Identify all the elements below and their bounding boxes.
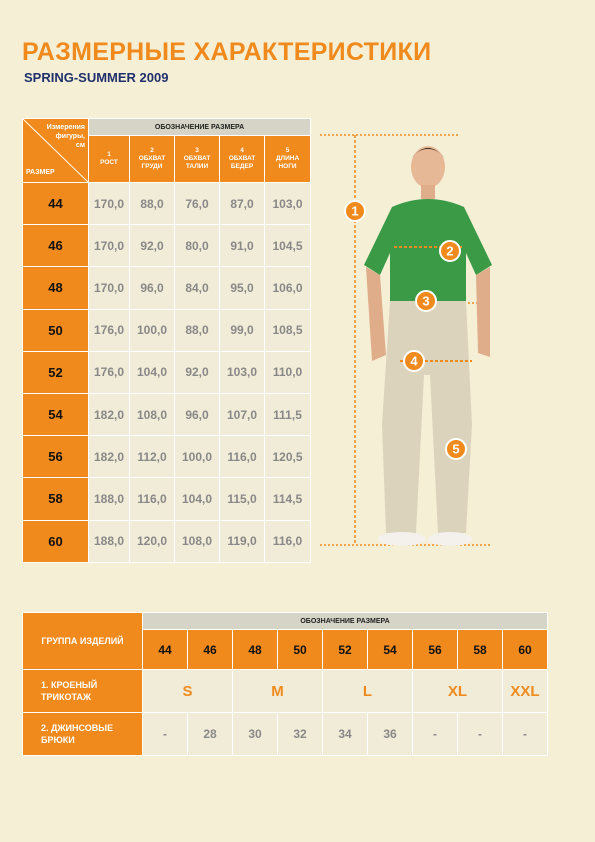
measurement-cell: 87,0 xyxy=(220,183,265,225)
measurement-cell: 95,0 xyxy=(220,267,265,309)
measurement-cell: 115,0 xyxy=(220,478,265,520)
measurement-cell: 103,0 xyxy=(265,183,311,225)
size-designation-header: ОБОЗНАЧЕНИЕ РАЗМЕРА xyxy=(89,119,311,136)
table-row xyxy=(23,225,311,267)
size-cell: 54 xyxy=(23,393,89,435)
table-row xyxy=(23,478,311,520)
column-header-height: 1 РОСТ xyxy=(89,136,130,183)
size-header-cell: 60 xyxy=(503,630,548,670)
table-row xyxy=(23,393,311,435)
size-header-cell: 48 xyxy=(233,630,278,670)
table-row xyxy=(23,436,311,478)
measurement-cell: 96,0 xyxy=(175,393,220,435)
marker-5 xyxy=(446,439,466,459)
letter-size-cell: L xyxy=(323,670,413,713)
measurement-cell: 114,5 xyxy=(265,478,311,520)
jeans-row xyxy=(23,713,548,756)
measurement-cell: 182,0 xyxy=(89,393,130,435)
measurements-table xyxy=(22,118,311,563)
measurement-cell: 108,5 xyxy=(265,309,311,351)
size-cell: 48 xyxy=(23,267,89,309)
measurement-cell: 96,0 xyxy=(130,267,175,309)
table-row xyxy=(23,520,311,562)
svg-text:4: 4 xyxy=(410,353,418,369)
size-header-cell: 58 xyxy=(458,630,503,670)
measurement-cell: 111,5 xyxy=(265,393,311,435)
marker-1 xyxy=(345,201,365,221)
jeans-size-cell: - xyxy=(413,713,458,756)
measurement-cell: 104,5 xyxy=(265,225,311,267)
measurement-cell: 84,0 xyxy=(175,267,220,309)
jeans-size-cell: 28 xyxy=(188,713,233,756)
measurement-cell: 88,0 xyxy=(175,309,220,351)
measurement-cell: 120,5 xyxy=(265,436,311,478)
measurement-cell: 88,0 xyxy=(130,183,175,225)
letter-size-cell: XL xyxy=(413,670,503,713)
jeans-size-cell: 36 xyxy=(368,713,413,756)
svg-text:2: 2 xyxy=(446,243,454,259)
size-header-cell: 56 xyxy=(413,630,458,670)
jeans-size-cell: 30 xyxy=(233,713,278,756)
measurement-cell: 188,0 xyxy=(89,478,130,520)
measurement-cell: 120,0 xyxy=(130,520,175,562)
size-cell: 50 xyxy=(23,309,89,351)
measurement-cell: 100,0 xyxy=(175,436,220,478)
measurement-cell: 188,0 xyxy=(89,520,130,562)
measurement-cell: 108,0 xyxy=(175,520,220,562)
measurement-cell: 182,0 xyxy=(89,436,130,478)
product-group-label: ГРУППА ИЗДЕЛИЙ xyxy=(23,613,143,670)
size-cell: 52 xyxy=(23,351,89,393)
measurement-cell: 92,0 xyxy=(130,225,175,267)
corner-top-label: Измерения фигуры, см xyxy=(46,124,85,149)
measurement-cell: 176,0 xyxy=(89,309,130,351)
size-designation-header-2: ОБОЗНАЧЕНИЕ РАЗМЕРА xyxy=(143,613,548,630)
marker-4 xyxy=(404,351,424,371)
measurement-cell: 99,0 xyxy=(220,309,265,351)
measurement-cell: 103,0 xyxy=(220,351,265,393)
size-header-cell: 44 xyxy=(143,630,188,670)
measurement-cell: 104,0 xyxy=(130,351,175,393)
jeans-size-cell: 34 xyxy=(323,713,368,756)
jeans-size-cell: - xyxy=(143,713,188,756)
letter-size-cell: M xyxy=(233,670,323,713)
column-header-chest: 2 ОБХВАТ ГРУДИ xyxy=(130,136,175,183)
size-header-cell: 52 xyxy=(323,630,368,670)
measurement-cell: 170,0 xyxy=(89,183,130,225)
measurement-cell: 76,0 xyxy=(175,183,220,225)
measurement-cell: 106,0 xyxy=(265,267,311,309)
letter-size-cell: S xyxy=(143,670,233,713)
knitwear-label: 1. КРОЕНЫЙ ТРИКОТАЖ xyxy=(23,670,143,713)
jeans-size-cell: - xyxy=(503,713,548,756)
table-row xyxy=(23,351,311,393)
knitwear-row xyxy=(23,670,548,713)
measurement-cell: 112,0 xyxy=(130,436,175,478)
measurement-cell: 116,0 xyxy=(220,436,265,478)
measurement-cell: 100,0 xyxy=(130,309,175,351)
table-row xyxy=(23,309,311,351)
size-header-cell: 50 xyxy=(278,630,323,670)
size-cell: 58 xyxy=(23,478,89,520)
size-group-table xyxy=(22,612,548,756)
column-header-waist: 3 ОБХВАТ ТАЛИИ xyxy=(175,136,220,183)
size-header-cell: 46 xyxy=(188,630,233,670)
svg-text:3: 3 xyxy=(422,293,430,309)
measurement-cell: 92,0 xyxy=(175,351,220,393)
table-row xyxy=(23,267,311,309)
measurement-cell: 170,0 xyxy=(89,267,130,309)
letter-size-cell: XXL xyxy=(503,670,548,713)
column-header-hips: 4 ОБХВАТ БЕДЕР xyxy=(220,136,265,183)
model-figure xyxy=(320,125,582,555)
column-header-leg: 5 ДЛИНА НОГИ xyxy=(265,136,311,183)
measurements-body xyxy=(23,183,311,563)
measurement-cell: 116,0 xyxy=(130,478,175,520)
svg-text:5: 5 xyxy=(452,441,460,457)
measurement-cell: 176,0 xyxy=(89,351,130,393)
marker-2 xyxy=(440,241,460,261)
measurement-cell: 119,0 xyxy=(220,520,265,562)
table-corner-cell xyxy=(23,119,89,183)
measurement-cell: 91,0 xyxy=(220,225,265,267)
page-subtitle: SPRING-SUMMER 2009 xyxy=(24,70,169,85)
size-cell: 46 xyxy=(23,225,89,267)
svg-text:1: 1 xyxy=(351,203,359,219)
size-cell: 56 xyxy=(23,436,89,478)
jeans-size-cell: 32 xyxy=(278,713,323,756)
model-silhouette xyxy=(364,146,492,546)
size-cell: 60 xyxy=(23,520,89,562)
measurement-cell: 110,0 xyxy=(265,351,311,393)
page-title: РАЗМЕРНЫЕ ХАРАКТЕРИСТИКИ xyxy=(22,38,432,66)
marker-3 xyxy=(416,291,436,311)
size-header-cell: 54 xyxy=(368,630,413,670)
measurement-cell: 80,0 xyxy=(175,225,220,267)
measurement-cell: 170,0 xyxy=(89,225,130,267)
measurement-cell: 104,0 xyxy=(175,478,220,520)
measurement-cell: 107,0 xyxy=(220,393,265,435)
jeans-label: 2. ДЖИНСОВЫЕ БРЮКИ xyxy=(23,713,143,756)
measurement-cell: 108,0 xyxy=(130,393,175,435)
table-row xyxy=(23,183,311,225)
corner-bottom-label: РАЗМЕР xyxy=(26,169,55,176)
measurement-cell: 116,0 xyxy=(265,520,311,562)
jeans-size-cell: - xyxy=(458,713,503,756)
size-cell: 44 xyxy=(23,183,89,225)
